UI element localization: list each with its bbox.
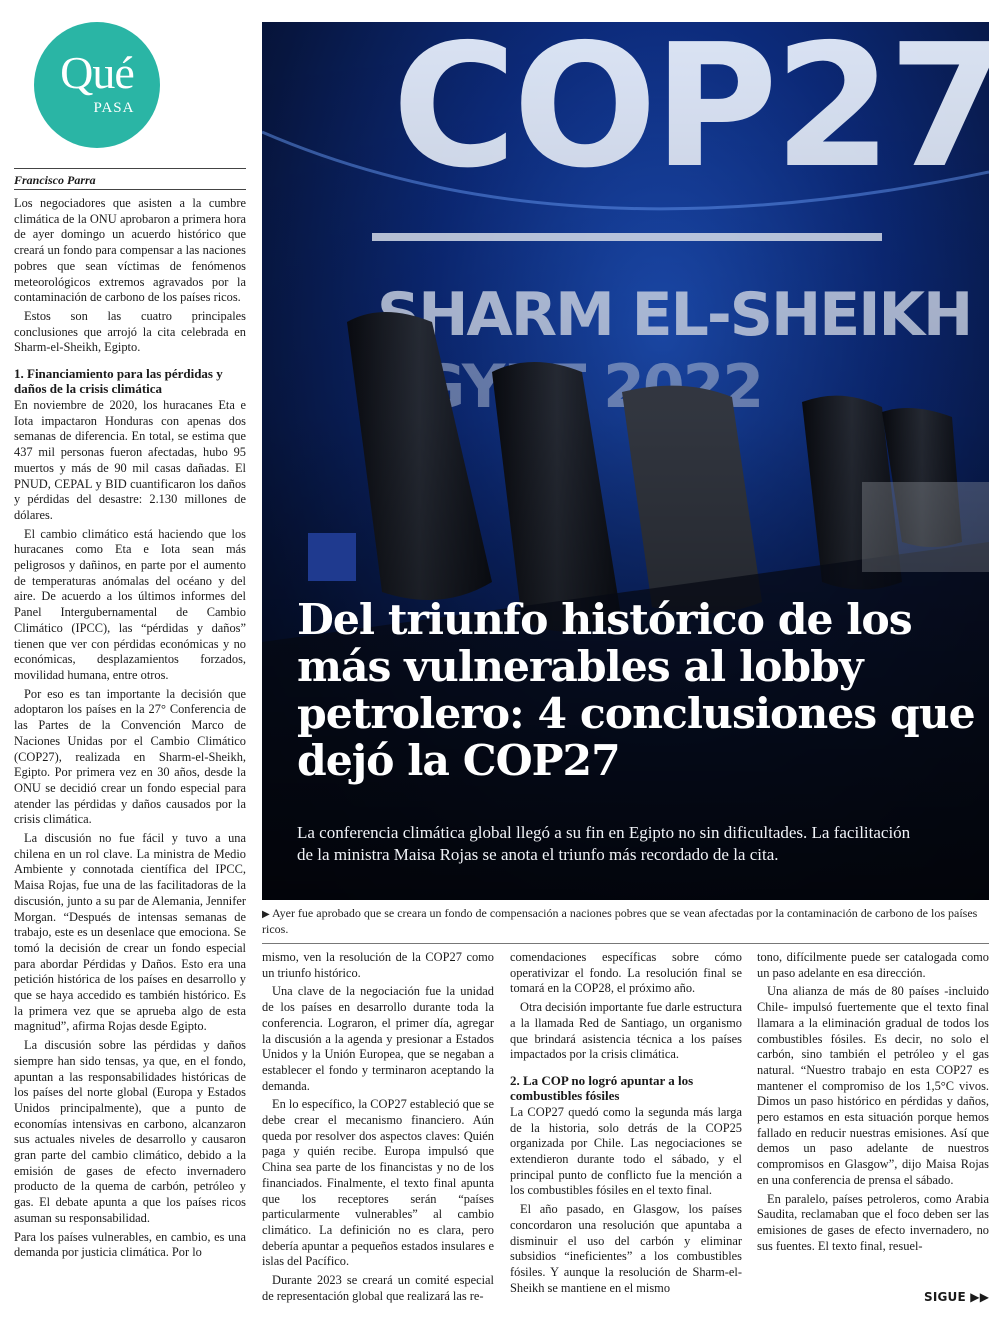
section-heading-1: 1. Financiamiento para las pérdidas y daños de la crisis climática xyxy=(14,366,223,397)
byline-top-rule xyxy=(14,168,246,169)
article-column-4 xyxy=(757,950,989,1257)
col3-paragraph: La COP27 quedó como la segunda más larga de la historia, solo detrás de la COP25 organizada por Chile. Las negociaciones se extendieron durante todo el sábado, y el principal punto de conflicto fue la mención a los combustibles fósiles en el texto final. xyxy=(510,1104,742,1198)
col2-paragraph: En lo específico, la COP27 estableció que se debe crear el mecanismo financiero. Aún queda por resolver dos aspectos claves: Quién paga y quién recibe. Europa impulsó que China sea parte de los financistas y no de los financiados. Finalmente, el texto final apunta que los receptores serán “países particularmente vulnerables” al cambio climático. La definición no es clara, pero debería apuntar a pequeños estados insulares e islas del Pacífico. xyxy=(262,1097,494,1269)
logo-sub: PASA xyxy=(93,100,135,116)
col4-paragraph: En paralelo, países petroleros, como Arabia Saudita, reclamaban que el foco deben ser las emisiones de gases de efecto invernadero, no sus fuentes. El texto final, resuel- xyxy=(757,1191,989,1253)
headline: Del triunfo histórico de los más vulnerables al lobby petrolero: 4 conclusiones que dejó la COP27 xyxy=(297,595,975,786)
col3-paragraph: comendaciones específicas sobre cómo operativizar el fondo. La resolución final se tomará en la COP28, el próximo año. xyxy=(510,950,742,996)
col3-paragraph: Otra decisión importante fue darle estructura a la llamada Red de Santiago, un organismo que brindará asistencia técnica a los países impactados por la crisis climática. xyxy=(510,1000,742,1062)
col2-paragraph: Durante 2023 se creará un comité especial de representación global que realizará las re- xyxy=(262,1273,494,1303)
col3-paragraph: El año pasado, en Glasgow, los países concordaron una resolución que apuntaba a disminuir el uso del carbón y eliminar subsidios “ineficientes” a los combustibles fósiles. Y aunque la resolución de Sharm-el-Sheikh se mantiene en el mismo xyxy=(510,1202,742,1295)
article-column-2 xyxy=(262,950,494,1307)
byline-bottom-rule xyxy=(14,189,246,190)
que-pasa-logo xyxy=(34,22,160,148)
col1-paragraph: La discusión no fue fácil y tuvo a una chilena en un rol clave. La ministra de Medio Ambiente y connotada científica del IPCC, Maisa Rojas, fue una de las facilitadoras de la discusión, junto a su par de Alemania, Jennifer Morgan. “Después de intensas semanas de trabajo, este es un desenlace que emociona. Se tomó la decisión de crear un fondo especial para abordar Pérdidas y Daños. Esto era una petición histórica de los países en desarrollo y que se haya accedido es también histórico. Es la primera vez que se aprueba algo de esta magnitud”, afirma Rojas desde Egipto. xyxy=(14,831,246,1034)
continue-label: SIGUE ▶▶ xyxy=(924,1290,990,1304)
col1-paragraph: En noviembre de 2020, los huracanes Eta e Iota impactaron Honduras con apenas dos semanas de diferencia. En total, se estima que 437 mil personas fueron afectadas, hubo 95 muertos y más de 90 mil casas dañadas. El PNUD, CEPAL y BID cuantificaron los daños y pérdidas del desastre: 2.130 millones de dólares. xyxy=(14,398,246,522)
photo-caption xyxy=(262,906,989,937)
byline: Francisco Parra xyxy=(14,173,96,187)
caption-arrow-icon: ▶ xyxy=(262,909,270,920)
cop27-photo xyxy=(262,22,989,900)
col2-paragraph: Una clave de la negociación fue la unidad de los países en desarrollo durante toda la conferencia. Lograron, el primer día, agregar la discusión a la agenda y presionar a Estados Unidos y la Unión Europea, que se negaban a establecer el fondo y terminaron aceptando la demanda. xyxy=(262,984,494,1093)
article-column-3 xyxy=(510,950,742,1299)
logo-word: Qué xyxy=(60,47,134,98)
article-column-1 xyxy=(14,196,246,1264)
col4-paragraph: tono, difícilmente puede ser catalogada como un paso adelante en esa dirección. xyxy=(757,950,989,980)
col1-paragraph: Por eso es tan importante la decisión que adoptaron los países en la 27° Conferencia de las Partes de la Convención Marco de Naciones Unidas por el Cambio Climático (COP27), realizada en Sharm-el-Sheikh, Egipto. Por primera vez en 30 años, desde la ONU se decidió crear un fondo especial para atender las pérdidas y daños causados por la crisis climática. xyxy=(14,686,246,827)
col1-paragraph: La discusión sobre las pérdidas y daños siempre han sido tensas, ya que, en el fondo, apuntan a las responsabilidades históricas de los países del norte global (Europa y Estados Unidos principalmente), que a punto de economías intensivas en carbono, alcanzaron sus actuales niveles de desarrollo y causaron gran parte del cambio climático, debido a la emisión de gases de efecto invernadero producto de la quema de carbón, petróleo y gas. El debate apunta a que los países ricos asuman su responsabilidad. xyxy=(14,1038,246,1225)
caption-rule xyxy=(262,943,989,944)
col1-paragraph: El cambio climático está haciendo que los huracanes como Eta e Iota sean más peligrosos y dañinos, en parte por el aumento de temperaturas anómalas del océano y del aire. De acuerdo a los últimos informes del Panel Intergubernamental de Cambio Climático (IPCC), las “pérdidas y daños” tienen que ver con pérdidas económicas y no económicas, desplazamientos forzados, movilidad humana, entre otros. xyxy=(14,526,246,682)
caption-text: Ayer fue aprobado que se creara un fondo de compensación a naciones pobres que se vean afectadas por la contaminación de carbono de los países ricos. xyxy=(262,906,978,936)
accent-square xyxy=(308,533,356,581)
col4-paragraph: Una alianza de más de 80 países -incluido Chile- impulsó fuertemente que el texto final llamara a la eliminación gradual de todos los combustibles fósiles. Es decir, no solo el carbón, sino también el petróleo y el gas natural. “Nuestro trabajo en esta COP27 es mantener el compromiso de los 1,5°C vivos. Dimos un paso histórico en pérdidas y daños, pero estamos en esta situación porque hemos fallado en reducir nuestras emisiones. Así que demos un paso adelante de nuestros compromisos en Glasgow”, dijo Maisa Rojas en una conferencia de prensa el sábado. xyxy=(757,984,989,1187)
col1-paragraph: Para los países vulnerables, en cambio, es una demanda por justicia climática. Por lo xyxy=(14,1229,246,1260)
section-heading-2: 2. La COP no logró apuntar a los combustibles fósiles xyxy=(510,1072,694,1103)
col1-paragraph: Estos son las cuatro principales conclusiones que arrojó la cita celebrada en Sharm-el-Sheikh, Egipto. xyxy=(14,308,246,355)
col2-paragraph: mismo, ven la resolución de la COP27 como un triunfo histórico. xyxy=(262,950,494,980)
subheadline: La conferencia climática global llegó a su fin en Egipto no sin dificultades. La facilitación de la ministra Maisa Rojas se anota el triunfo más recordado de la cita. xyxy=(297,823,911,864)
col1-paragraph: Los negociadores que asisten a la cumbre climática de la ONU aprobaron a primera hora de ayer domingo un acuerdo histórico que creará un fondo para compensar a las naciones pobres que sean víctimas de fenómenos meteorológicos extremos agravados por la contaminación de carbono de los países ricos. xyxy=(14,196,246,305)
